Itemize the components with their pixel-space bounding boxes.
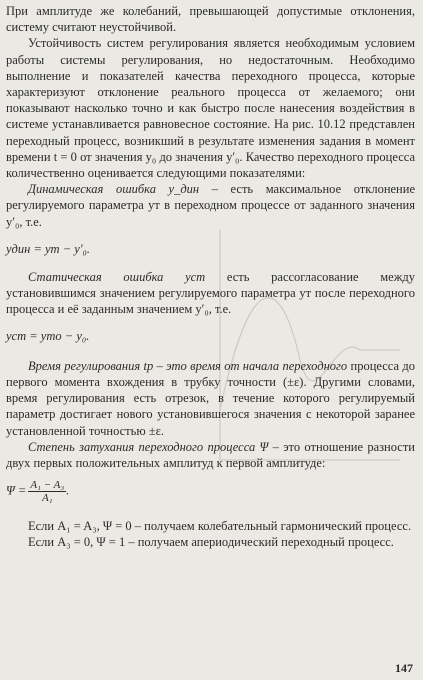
formula-damping-fraction <box>28 479 66 504</box>
formula-damping-end: . <box>66 483 70 498</box>
formula-static-error: yст = yтo − y₀. <box>6 328 90 343</box>
text-regulation-time: процесса до первого момента вхождения в трубку точности (±ε). Другими словами, время регулирования есть отрезок, в течение которого регулируемый параметр достигает нового установившегося значения с некоторой заранее установленной точностью ±ε. <box>6 358 415 438</box>
formula-dynamic-error: yдин = yт − y′₀. <box>6 241 91 256</box>
paragraph-harmonic: Если A₁ = A₃, Ψ = 0 – получаем колебательный гармонический процесс. <box>28 519 412 534</box>
formula-damping-numerator: A₁ − A₃ <box>30 479 65 492</box>
formula-damping <box>6 479 415 504</box>
text-static-error: есть рассогласование между установившимся значением регулируемого параметра yт после переходного процесса и её заданным значением y′₀, т.е. <box>6 270 415 317</box>
text-damping: – это отношение разности двух первых положительных амплитуд к первой амплитуде: <box>6 439 415 471</box>
term-regulation-time: Время регулирования tр – это время от начала переходного <box>28 358 348 373</box>
page-text <box>6 3 415 551</box>
paragraph-damping <box>6 439 415 471</box>
term-damping: Степень затухания переходного процесса Ψ <box>28 439 269 454</box>
paragraph-static-error <box>6 269 415 318</box>
term-static-error: Статическая ошибка yст <box>28 270 206 285</box>
paragraph-1: При амплитуде же колебаний, превышающей допустимые отклонения, систему считают неустойчивой. <box>6 4 415 35</box>
page-number: 147 <box>395 661 413 675</box>
text-dynamic-error: – есть максимальное отклонение регулируемого параметра yт в переходном процессе от заданного значения y′₀, т.е. <box>6 182 415 229</box>
paragraph-2: Устойчивость систем регулирования является необходимым условием работы системы регулирования, но недостаточным. Необходимо выполнение и показателей качества переходного процесса, которые характеризуют отклонение реального процесса от желаемого; они показывают насколько точно и как быстро после нанесения воздействия в системе устанавливается равновесное состояние. На рис. 10.12 представлен переходный процесс, возникший в результате изменения задания в момент времени t = 0 от значения y₀ до значения y′₀. Качество переходного процесса количественно оценивается следующими показателями: <box>6 36 415 181</box>
paragraph-aperiodic: Если A₃ = 0, Ψ = 1 – получаем апериодический переходный процесс. <box>28 535 394 550</box>
paragraph-dynamic-error <box>6 181 415 230</box>
term-dynamic-error: Динамическая ошибка y_дин <box>28 182 200 197</box>
paragraph-regulation-time <box>6 358 415 439</box>
formula-damping-denominator: A₁ <box>41 492 53 505</box>
formula-damping-lhs: Ψ = <box>6 483 27 498</box>
